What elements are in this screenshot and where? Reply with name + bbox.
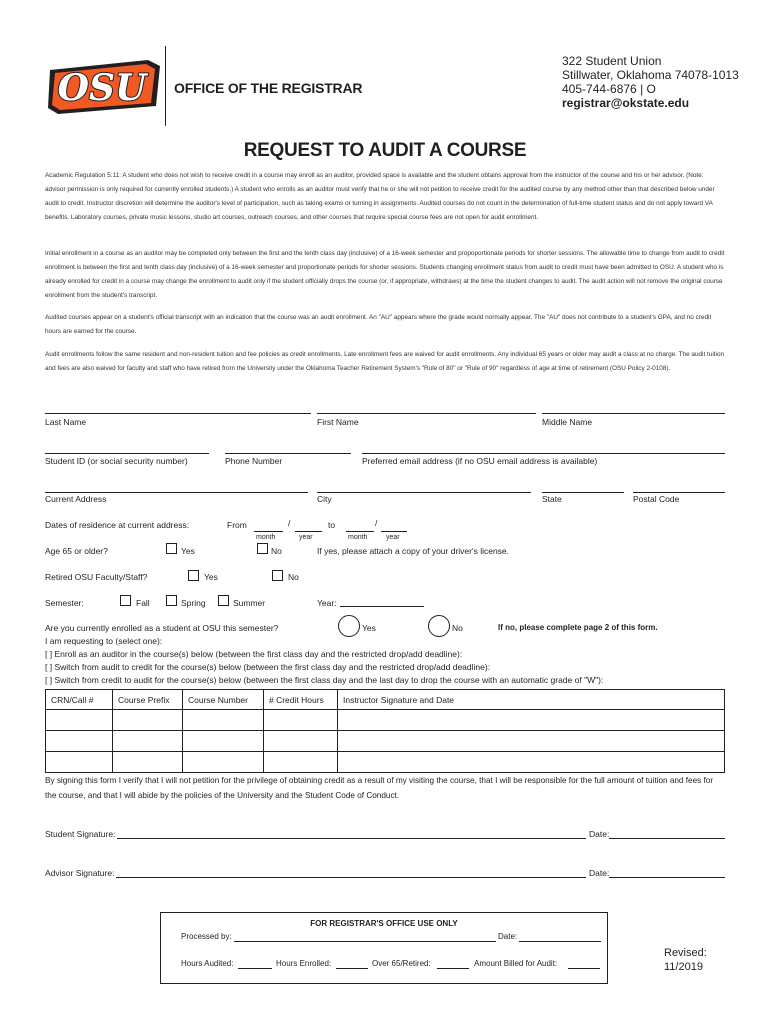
policy-paragraph-1: Academic Regulation 5.11: A student who does not wish to receive credit in a course may enroll as an auditor, provided space is available and the student obtains approval from the instructor of the course and his or her advisor. (Note: advisor permission is only required for currently enrolled students.) A student who enrolls as an auditor must verify that he or she will not petition to receive credit for the audited course by any method other than that described below under audit to credit. Instructor discretion will determine the auditor's level of participation, such as taking exams or turning in assignments. Audited courses do not count in the determination of full-time student status and do not apply toward VA benefits. Laboratory courses, private music lessons, studio art courses, outreach courses, and other courses that require special course fees are not open for audit enrollment. xyxy=(45,172,715,221)
age65-label: Age 65 or older? xyxy=(45,546,108,556)
enrolled-yes-radio[interactable] xyxy=(338,615,360,637)
processed-by-label: Processed by: xyxy=(181,932,232,941)
table-cell[interactable] xyxy=(46,731,113,752)
from-month-hint: month xyxy=(256,534,276,541)
table-cell[interactable] xyxy=(338,710,725,731)
form-title: REQUEST TO AUDIT A COURSE xyxy=(243,140,527,161)
first-name-input[interactable] xyxy=(317,413,536,414)
table-cell[interactable] xyxy=(113,731,183,752)
hours-audited-input[interactable] xyxy=(238,968,272,969)
enrolled-question: Are you currently enrolled as a student at OSU this semester? xyxy=(45,623,279,633)
amount-billed-input[interactable] xyxy=(568,968,600,969)
email-label: Preferred email address (if no OSU email address is available) xyxy=(362,456,598,466)
policy-paragraph-2: Initial enrollment in a course as an auditor may be completed only between the first and the tenth class day (inclusive) of a 16-week semester and propoportionate periods for shorter sessions. The allowable time to change from audit to credit enrollment is between the first and tenth class day (inclusive) of a 16-week semester and proportionate periods for shorter sessions. Students changing enrollment status from audit to credit must have been admitted to OSU. A student who is already enrolled for credit in a course may change the enrollment to audit only if the student officially drops the course (or, if appropriate, withdraws) at the time the student changes to audit. The audit action will not remove the original course enrollment from the student's transcript. xyxy=(45,250,725,299)
table-row[interactable] xyxy=(46,710,725,731)
option-enroll-audit[interactable]: [ ] Enroll as an auditor in the course(s) below (between the first class day and the restricted drop/add deadline): xyxy=(45,649,463,659)
from-month-input[interactable] xyxy=(254,531,283,532)
revised-label: Revised: xyxy=(664,947,707,959)
postal-label: Postal Code xyxy=(633,494,680,504)
age65-yes-label: Yes xyxy=(181,546,195,556)
table-header-credit-hours: # Credit Hours xyxy=(264,690,338,710)
logo-text: OSU xyxy=(57,67,147,109)
retired-no-label: No xyxy=(288,572,299,582)
city-input[interactable] xyxy=(317,492,531,493)
address-label: Current Address xyxy=(45,494,107,504)
hours-audited-label: Hours Audited: xyxy=(181,959,234,968)
address-input[interactable] xyxy=(45,492,308,493)
table-header-crn: CRN/Call # xyxy=(46,690,113,710)
year-label: Year: xyxy=(317,598,337,608)
agreement-text: By signing this form I verify that I will not petition for the privilege of obtaining credit as a result of my visiting the course, that I will be responsible for the full amount of tuition and fees for the course, and that I will abide by the policies of the University and the Student Code of Conduct. xyxy=(45,776,714,800)
from-year-input[interactable] xyxy=(295,531,322,532)
office-date-label: Date: xyxy=(498,932,518,941)
retired-yes-label: Yes xyxy=(204,572,218,582)
table-cell[interactable] xyxy=(113,752,183,773)
table-header-number: Course Number xyxy=(183,690,264,710)
revised-date: 11/2019 xyxy=(664,961,703,973)
middle-name-label: Middle Name xyxy=(542,417,593,427)
table-row[interactable] xyxy=(46,731,725,752)
table-cell[interactable] xyxy=(183,752,264,773)
phone-input[interactable] xyxy=(225,453,351,454)
phone-label: Phone Number xyxy=(225,456,283,466)
semester-summer-label: Summer xyxy=(233,598,266,608)
student-signature-input[interactable] xyxy=(117,838,586,839)
retired-no-checkbox[interactable] xyxy=(272,570,283,581)
to-label: to xyxy=(328,520,336,530)
enrolled-note: If no, please complete page 2 of this form. xyxy=(498,623,658,632)
requesting-label: I am requesting to (select one): xyxy=(45,636,163,646)
retired-yes-checkbox[interactable] xyxy=(188,570,199,581)
policy-paragraph-3: Audited courses appear on a student's official transcript with an indication that the course was an audit enrollment. An "AU" appears where the grade would normally appear. The "AU" does not contribute to a student's GPA, and no credit hours are earned for the course. xyxy=(45,314,712,335)
advisor-signature-input[interactable] xyxy=(116,877,586,878)
advisor-date-label: Date: xyxy=(589,868,610,878)
office-date-input[interactable] xyxy=(519,941,601,942)
from-year-hint: year xyxy=(299,534,313,541)
header-divider xyxy=(165,46,166,126)
student-id-label: Student ID (or social security number) xyxy=(45,456,188,466)
age65-no-label: No xyxy=(271,546,282,556)
table-cell[interactable] xyxy=(183,731,264,752)
table-cell[interactable] xyxy=(264,731,338,752)
semester-spring-label: Spring xyxy=(181,598,206,608)
table-cell[interactable] xyxy=(46,710,113,731)
last-name-input[interactable] xyxy=(45,413,311,414)
advisor-date-input[interactable] xyxy=(609,877,725,878)
student-id-input[interactable] xyxy=(45,453,209,454)
option-credit-to-audit[interactable]: [ ] Switch from credit to audit for the course(s) below (between the first class day and the last day to drop the course with an automatic grade of "W"): xyxy=(45,675,604,685)
policy-paragraph-4: Audit enrollments follow the same resident and non-resident tuition and fee policies as credit enrollments. Late enrollment fees are waived for audit enrollments. Any individual 65 years or older may audit a class at no charge. The audit tuition and fees are also waived for faculty and staff who have retired from the University under the Oklahoma Teacher Retirement System's "Rule of 80" or "Rule of 90" regardless of age at time of retirement (OSU Policy 2-0108). xyxy=(45,351,725,372)
table-cell[interactable] xyxy=(113,710,183,731)
from-slash: / xyxy=(288,518,291,528)
middle-name-input[interactable] xyxy=(542,413,725,414)
table-header-prefix: Course Prefix xyxy=(113,690,183,710)
first-name-label: First Name xyxy=(317,417,359,427)
state-input[interactable] xyxy=(542,492,624,493)
address-line1: 322 Student Union xyxy=(562,54,662,68)
office-name: OFFICE OF THE REGISTRAR xyxy=(174,80,363,96)
enrolled-yes-label: Yes xyxy=(362,623,376,633)
semester-spring-checkbox[interactable] xyxy=(166,595,177,606)
table-row[interactable] xyxy=(46,752,725,773)
processed-by-input[interactable] xyxy=(234,941,496,942)
table-cell[interactable] xyxy=(264,710,338,731)
postal-input[interactable] xyxy=(633,492,725,493)
to-month-hint: month xyxy=(348,534,368,541)
office-use-title: FOR REGISTRAR'S OFFICE USE ONLY xyxy=(310,919,458,928)
over65-label: Over 65/Retired: xyxy=(372,959,431,968)
from-label: From xyxy=(227,520,247,530)
state-label: State xyxy=(542,494,562,504)
student-date-label: Date: xyxy=(589,829,610,839)
semester-summer-checkbox[interactable] xyxy=(218,595,229,606)
table-cell[interactable] xyxy=(264,752,338,773)
city-label: City xyxy=(317,494,332,504)
osu-logo xyxy=(44,56,164,118)
address-email[interactable]: registrar@okstate.edu xyxy=(562,96,690,110)
semester-fall-label: Fall xyxy=(136,598,150,608)
to-slash: / xyxy=(375,518,378,528)
semester-fall-checkbox[interactable] xyxy=(120,595,131,606)
student-signature-label: Student Signature: xyxy=(45,829,116,839)
table-header-row xyxy=(46,690,725,710)
table-cell[interactable] xyxy=(338,731,725,752)
email-input[interactable] xyxy=(362,453,725,454)
residence-dates-label: Dates of residence at current address: xyxy=(45,520,190,530)
address-line2: Stillwater, Oklahoma 74078-1013 xyxy=(562,68,739,82)
age65-note: If yes, please attach a copy of your driver's license. xyxy=(317,546,510,556)
amount-billed-label: Amount Billed for Audit: xyxy=(474,959,558,968)
option-audit-to-credit[interactable]: [ ] Switch from audit to credit for the course(s) below (between the first class day and the restricted drop/add deadline): xyxy=(45,662,491,672)
age65-yes-checkbox[interactable] xyxy=(166,543,177,554)
to-year-hint: year xyxy=(386,534,400,541)
retired-label: Retired OSU Faculty/Staff? xyxy=(45,572,148,582)
to-month-input[interactable] xyxy=(346,531,374,532)
table-cell[interactable] xyxy=(46,752,113,773)
advisor-signature-label: Advisor Signature: xyxy=(45,868,115,878)
to-year-input[interactable] xyxy=(381,531,407,532)
over65-input[interactable] xyxy=(437,968,469,969)
table-cell[interactable] xyxy=(183,710,264,731)
enrolled-no-radio[interactable] xyxy=(428,615,450,637)
age65-no-checkbox[interactable] xyxy=(257,543,268,554)
course-table xyxy=(45,689,725,773)
table-cell[interactable] xyxy=(338,752,725,773)
year-input[interactable] xyxy=(340,606,424,607)
student-date-input[interactable] xyxy=(609,838,725,839)
hours-enrolled-input[interactable] xyxy=(336,968,368,969)
revision-note xyxy=(664,946,707,974)
semester-label: Semester: xyxy=(45,598,84,608)
hours-enrolled-label: Hours Enrolled: xyxy=(276,959,332,968)
enrolled-no-label: No xyxy=(452,623,463,633)
address-phone: 405-744-6876 | O xyxy=(562,82,656,96)
last-name-label: Last Name xyxy=(45,417,87,427)
registrar-address xyxy=(562,54,739,110)
table-header-instructor: Instructor Signature and Date xyxy=(338,690,725,710)
